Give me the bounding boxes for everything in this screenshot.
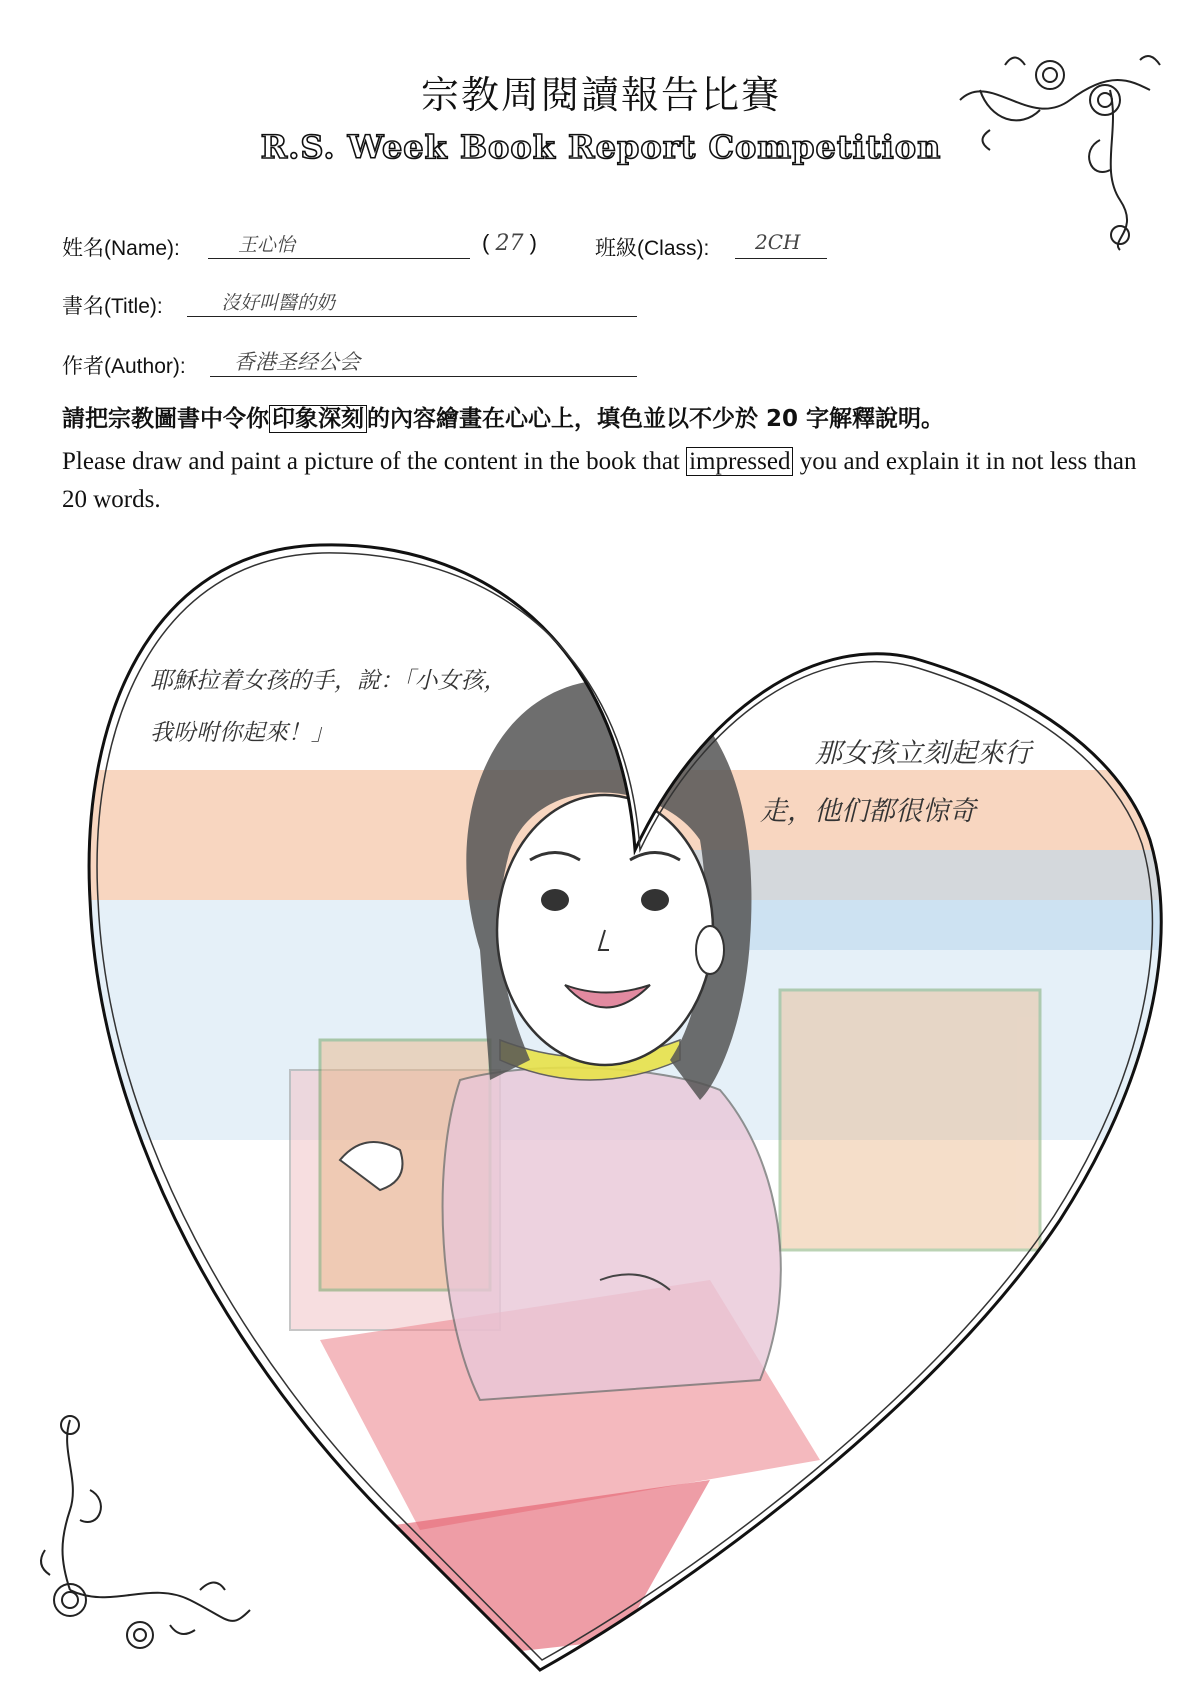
page-title-zh: 宗教周閱讀報告比賽: [420, 73, 781, 117]
instructions-en-boxed: impressed: [686, 447, 793, 476]
instructions-zh-boxed: 印象深刻: [269, 405, 367, 433]
name-field[interactable]: [208, 230, 470, 259]
name-value: 王心怡: [238, 234, 296, 256]
class-label: 班級(Class):: [595, 237, 710, 260]
instructions-en: [62, 443, 1152, 519]
note-right-line2: 走，他们都很惊奇: [760, 796, 976, 827]
instructions-zh: [62, 400, 1152, 433]
author-field[interactable]: [210, 346, 637, 377]
instructions-en-part2: you and explain it in not less than 20 words.: [62, 448, 1137, 513]
author-label: 作者(Author):: [62, 355, 186, 378]
name-label: 姓名(Name):: [62, 237, 180, 260]
class-number-field[interactable]: ( 27 ): [482, 230, 537, 256]
title-label: 書名(Title):: [62, 295, 163, 318]
class-number-value: 27: [495, 231, 524, 256]
note-right: [760, 725, 1120, 841]
class-field[interactable]: [735, 230, 827, 259]
author-value: 香港圣经公会: [234, 350, 360, 374]
class-value: 2CH: [755, 230, 801, 254]
note-left-line2: 我吩咐你起來！」: [150, 720, 334, 746]
instructions-zh-part2: 的內容繪畫在心心上，填色並以不少於 20 字解釋說明。: [367, 406, 945, 432]
note-left-line1: 耶穌拉着女孩的手，說：「小女孩，: [150, 668, 507, 694]
note-right-line1: 那女孩立刻起來行: [815, 738, 1031, 769]
page-title-en: R.S. Week Book Report Competition: [260, 128, 942, 166]
title-value: 沒好叫醫的奶: [221, 292, 336, 314]
instructions-en-part1: Please draw and paint a picture of the content in the book that: [62, 448, 687, 475]
note-left: [150, 655, 630, 759]
title-field[interactable]: [187, 288, 637, 317]
instructions-zh-part1: 請把宗教圖書中令你: [62, 406, 269, 432]
